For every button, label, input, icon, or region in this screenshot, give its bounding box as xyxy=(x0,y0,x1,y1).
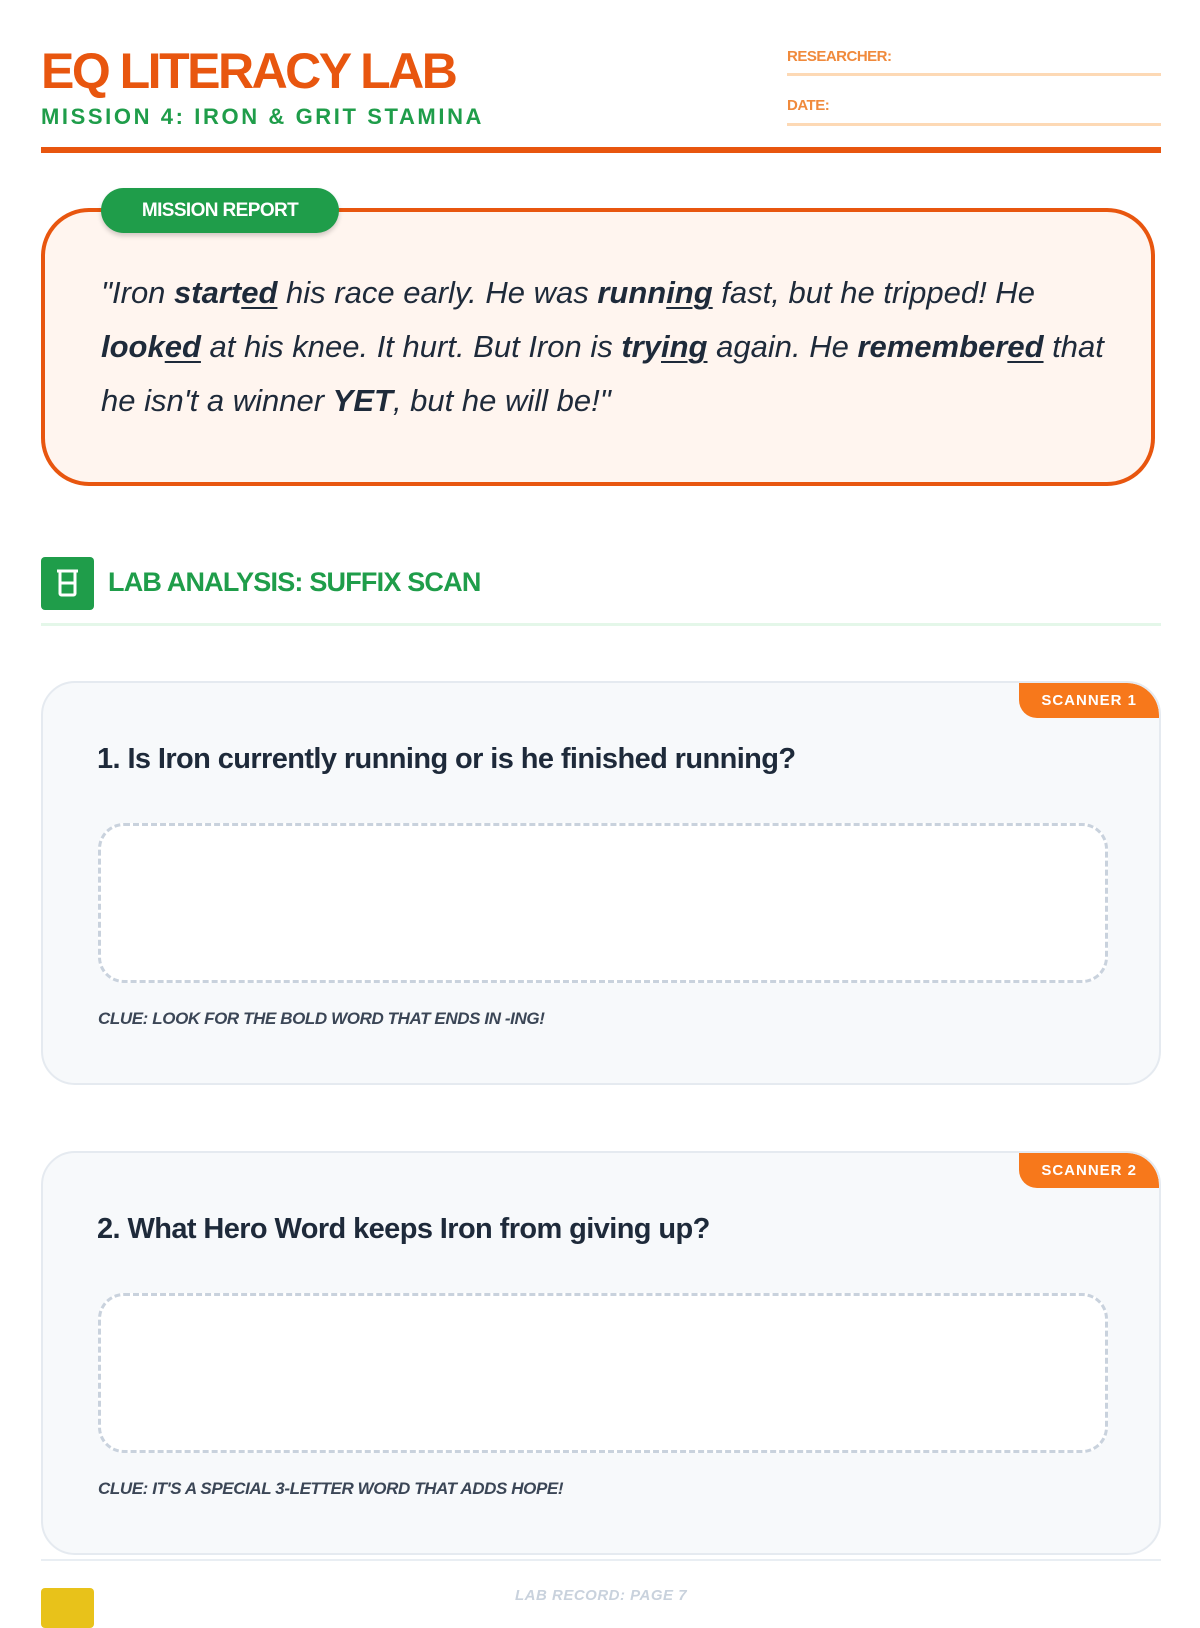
question-text: 2. What Hero Word keeps Iron from giving up? xyxy=(97,1213,710,1245)
passage-text: fast, but he tripped! He xyxy=(712,275,1035,310)
verb-base: look xyxy=(101,329,165,364)
story-passage xyxy=(101,266,1111,428)
verb-base: try xyxy=(621,329,661,364)
mission-subtitle: MISSION 4: IRON & GRIT STAMINA xyxy=(41,104,485,129)
passage-text: "Iron xyxy=(101,275,175,310)
mission-report-tag: MISSION REPORT xyxy=(101,188,339,233)
question-card-1 xyxy=(41,681,1161,1085)
answer-box[interactable] xyxy=(98,1293,1108,1453)
passage-text: at his knee. It hurt. But Iron is xyxy=(200,329,622,364)
passage-text: that he isn't a winner xyxy=(101,329,1104,418)
section-divider xyxy=(41,623,1161,626)
scanner-badge: SCANNER 2 xyxy=(1019,1153,1159,1188)
beaker-icon xyxy=(41,557,94,610)
clue-text: CLUE: IT'S A SPECIAL 3-LETTER WORD THAT ADDS HOPE! xyxy=(98,1479,564,1498)
verb-base: start xyxy=(174,275,242,310)
passage-text: his race early. He was xyxy=(277,275,598,310)
verb-base: remember xyxy=(857,329,1008,364)
page-title: EQ LITERACY LAB xyxy=(41,43,456,99)
footer-page-label: LAB RECORD: PAGE 7 xyxy=(515,1587,688,1604)
answer-box[interactable] xyxy=(98,823,1108,983)
verb-suffix: ing xyxy=(666,275,713,310)
footer-badge-icon xyxy=(41,1588,94,1628)
verb-suffix: ed xyxy=(1007,329,1044,364)
clue-text: CLUE: LOOK FOR THE BOLD WORD THAT ENDS IN -ING! xyxy=(98,1009,545,1028)
footer-divider xyxy=(41,1559,1161,1561)
verb-suffix: ed xyxy=(241,275,278,310)
question-text: 1. Is Iron currently running or is he finished running? xyxy=(97,743,796,775)
hero-word: YET xyxy=(332,383,393,418)
scanner-badge: SCANNER 1 xyxy=(1019,683,1159,718)
researcher-field[interactable] xyxy=(787,73,1161,76)
verb-base: runn xyxy=(597,275,667,310)
worksheet-page xyxy=(41,0,1161,1604)
question-card-2 xyxy=(41,1151,1161,1555)
verb-suffix: ing xyxy=(661,329,708,364)
header-divider xyxy=(41,147,1161,153)
researcher-label: RESEARCHER: xyxy=(787,48,892,65)
passage-text: again. He xyxy=(707,329,858,364)
date-label: DATE: xyxy=(787,97,830,114)
passage-text: , but he will be!" xyxy=(392,383,611,418)
date-field[interactable] xyxy=(787,123,1161,126)
verb-suffix: ed xyxy=(164,329,201,364)
section-title: LAB ANALYSIS: SUFFIX SCAN xyxy=(108,567,481,597)
